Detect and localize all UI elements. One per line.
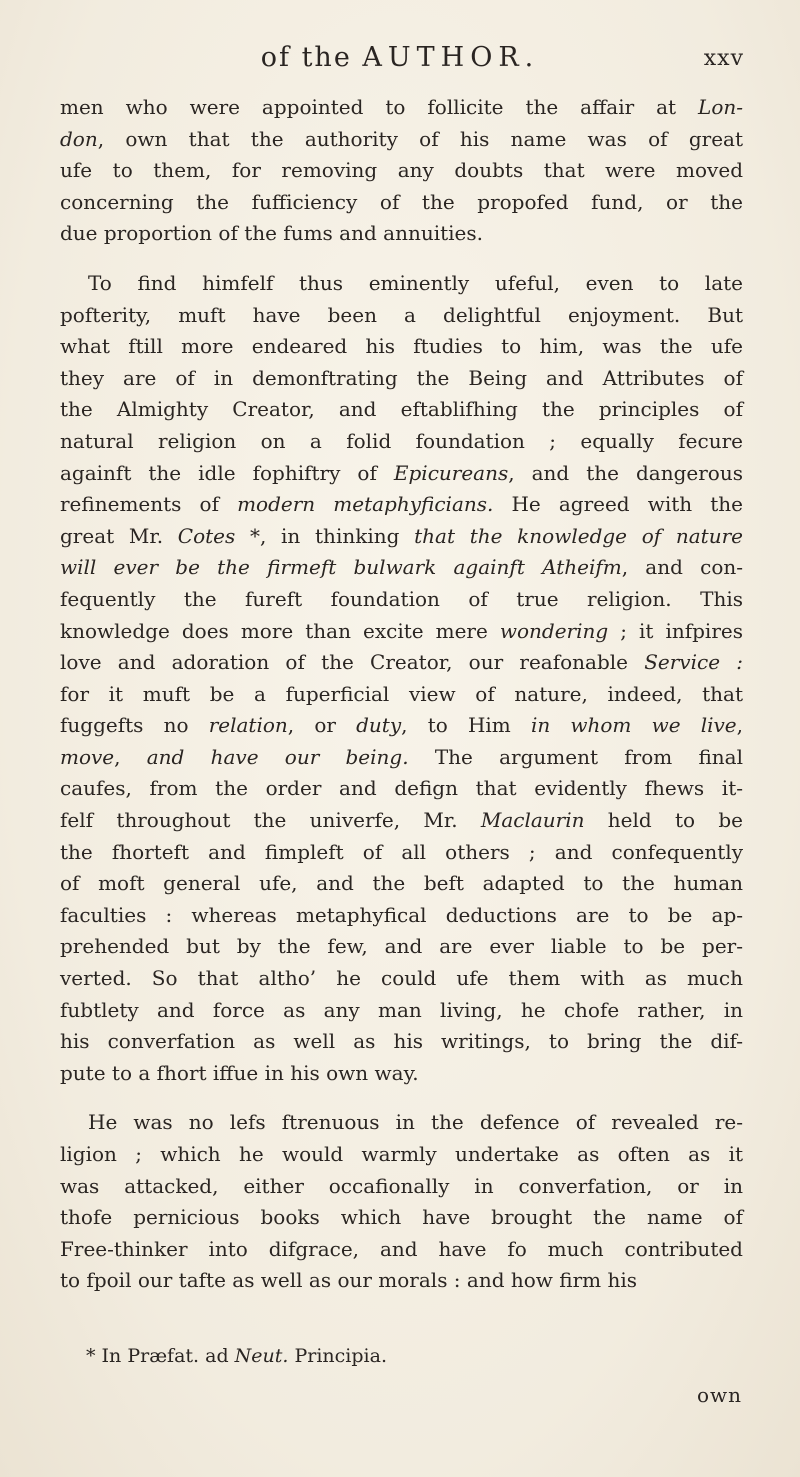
text-run: felf throughout the univerfe, Mr. bbox=[60, 808, 481, 833]
text-line bbox=[60, 92, 743, 124]
text-run: thofe pernicious books which have brought the name of bbox=[60, 1205, 743, 1230]
text-line bbox=[60, 1058, 743, 1090]
text-line bbox=[60, 187, 743, 219]
text-line bbox=[60, 218, 743, 250]
text-line bbox=[60, 1107, 743, 1139]
text-run: the Almighty Creator, and eftablifhing the principles of bbox=[60, 397, 743, 422]
text-run: of moft general ufe, and the beft adapted to the human bbox=[60, 871, 743, 896]
text-line bbox=[60, 1139, 743, 1171]
text-run: what ftill more endeared his ftudies to him, was the ufe bbox=[60, 334, 743, 359]
text-run: faculties : whereas metaphyfical deductions are to be ap- bbox=[60, 902, 743, 927]
text-run: , and the dangerous bbox=[508, 460, 743, 485]
text-run: refinements of bbox=[60, 492, 238, 517]
text-run: againft the idle fophiftry of bbox=[60, 460, 394, 485]
text-run: , or bbox=[287, 713, 357, 738]
text-line bbox=[60, 773, 743, 805]
text-line bbox=[60, 616, 743, 648]
text-run: , bbox=[736, 713, 743, 738]
page-number: xxv bbox=[703, 46, 744, 71]
text-run: they are of in demonftrating the Being and Attributes of bbox=[60, 365, 743, 390]
italic-run: in whom we live bbox=[530, 713, 737, 738]
text-run: He was no lefs ftrenuous in the defence of revealed re- bbox=[88, 1110, 743, 1135]
text-line bbox=[60, 710, 743, 742]
text-run: *, in thinking bbox=[235, 523, 415, 548]
footnote-text-end: Principia. bbox=[288, 1345, 387, 1367]
text-line bbox=[60, 963, 743, 995]
page-header bbox=[0, 42, 800, 82]
text-line bbox=[60, 363, 743, 395]
text-line bbox=[60, 458, 743, 490]
footnote-italic: Neut. bbox=[234, 1345, 289, 1367]
text-run: ufe to them, for removing any doubts that were moved bbox=[60, 158, 743, 183]
text-line bbox=[60, 1265, 743, 1297]
footnote bbox=[86, 1345, 387, 1367]
text-line bbox=[60, 331, 743, 363]
text-run: He agreed with the bbox=[493, 492, 743, 517]
text-line bbox=[60, 1171, 743, 1203]
running-head-prefix: of the bbox=[260, 42, 363, 73]
text-run: due proportion of the fums and annuities. bbox=[60, 221, 483, 246]
text-run: pofterity, muft have been a delightful enjoyment. But bbox=[60, 302, 743, 327]
text-run: To find himfelf thus eminently ufeful, even to late bbox=[88, 270, 743, 295]
text-run: caufes, from the order and defign that evidently fhews it- bbox=[60, 776, 743, 801]
text-run: concerning the fufficiency of the propofed fund, or the bbox=[60, 189, 743, 214]
italic-run: will ever be the firmeft bulwark againft Atheifm bbox=[60, 555, 622, 580]
text-run: the fhorteft and fimpleft of all others ; and confequently bbox=[60, 839, 743, 864]
text-line bbox=[60, 742, 743, 774]
text-line bbox=[60, 868, 743, 900]
italic-run: wondering bbox=[499, 618, 609, 643]
text-line bbox=[60, 300, 743, 332]
text-line bbox=[60, 426, 743, 458]
text-line bbox=[60, 552, 743, 584]
catchword: own bbox=[696, 1383, 742, 1407]
text-line bbox=[60, 995, 743, 1027]
italic-run: Lon- bbox=[698, 95, 743, 119]
text-run: natural religion on a folid foundation ; equally fecure bbox=[60, 428, 743, 453]
text-line bbox=[60, 268, 743, 300]
text-run: held to be bbox=[584, 808, 743, 833]
text-run: prehended but by the few, and are ever liable to be per- bbox=[60, 934, 743, 959]
text-run: to fpoil our tafte as well as our morals : and how firm his bbox=[60, 1268, 638, 1293]
text-line bbox=[60, 679, 743, 711]
text-line bbox=[60, 1026, 743, 1058]
italic-run: Maclaurin bbox=[480, 808, 585, 833]
text-run: , and con- bbox=[621, 555, 744, 580]
text-run: fuggefts no bbox=[60, 713, 209, 738]
text-run: ; it infpires bbox=[608, 618, 743, 643]
text-run: fubtlety and force as any man living, he chofe rather, in bbox=[60, 997, 743, 1022]
italic-run: don bbox=[60, 126, 98, 151]
italic-run: Cotes bbox=[177, 523, 236, 548]
italic-run: that the knowledge of nature bbox=[414, 523, 743, 548]
text-line bbox=[60, 124, 743, 156]
text-run: Free-thinker into difgrace, and have fo much contributed bbox=[60, 1236, 743, 1261]
text-run: great Mr. bbox=[60, 523, 178, 548]
text-run: for it muft be a fuperficial view of nature, indeed, that bbox=[60, 681, 743, 706]
text-run: The argument from final bbox=[408, 744, 743, 769]
italic-run: modern metaphyficians. bbox=[237, 492, 494, 517]
running-head bbox=[0, 42, 800, 73]
text-run: was attacked, either occafionally in converfation, or in bbox=[60, 1173, 743, 1198]
text-line bbox=[60, 394, 743, 426]
text-run: knowledge does more than excite mere bbox=[60, 618, 500, 643]
text-run: , bbox=[114, 744, 147, 769]
text-run: his converfation as well as his writings, to bring the dif- bbox=[60, 1029, 743, 1054]
text-line bbox=[60, 805, 743, 837]
footnote-text: * In Præfat. ad bbox=[86, 1345, 235, 1367]
text-line bbox=[60, 647, 743, 679]
text-run: ligion ; which he would warmly undertake as often as it bbox=[60, 1142, 743, 1166]
paragraph-gap bbox=[60, 1089, 743, 1107]
text-line bbox=[60, 155, 743, 187]
text-run: pute to a fhort iffue in his own way. bbox=[60, 1060, 419, 1085]
text-line bbox=[60, 837, 743, 869]
italic-run: relation bbox=[208, 713, 288, 738]
italic-run: and have our being. bbox=[146, 744, 409, 769]
text-line bbox=[60, 900, 743, 932]
text-run: , own that the authority of his name was of great bbox=[97, 126, 743, 151]
text-run: love and adoration of the Creator, our reafonable bbox=[60, 650, 645, 675]
text-line bbox=[60, 1202, 743, 1234]
text-line bbox=[60, 584, 743, 616]
body-text bbox=[60, 92, 743, 1297]
italic-run: Service : bbox=[644, 650, 743, 675]
text-run: men who were appointed to follicite the affair at bbox=[60, 95, 699, 119]
text-line bbox=[60, 1234, 743, 1266]
running-head-caps: AUTHOR. bbox=[362, 42, 540, 73]
text-line bbox=[60, 521, 743, 553]
italic-run: move bbox=[60, 744, 115, 769]
text-run: , to Him bbox=[401, 713, 531, 738]
italic-run: duty bbox=[356, 713, 402, 738]
text-line bbox=[60, 489, 743, 521]
italic-run: Epicureans bbox=[393, 460, 509, 485]
text-run: fequently the fureft foundation of true religion. This bbox=[60, 586, 743, 611]
text-run: verted. So that altho’ he could ufe them with as much bbox=[60, 966, 743, 991]
paragraph-gap bbox=[60, 250, 743, 268]
text-line bbox=[60, 931, 743, 963]
